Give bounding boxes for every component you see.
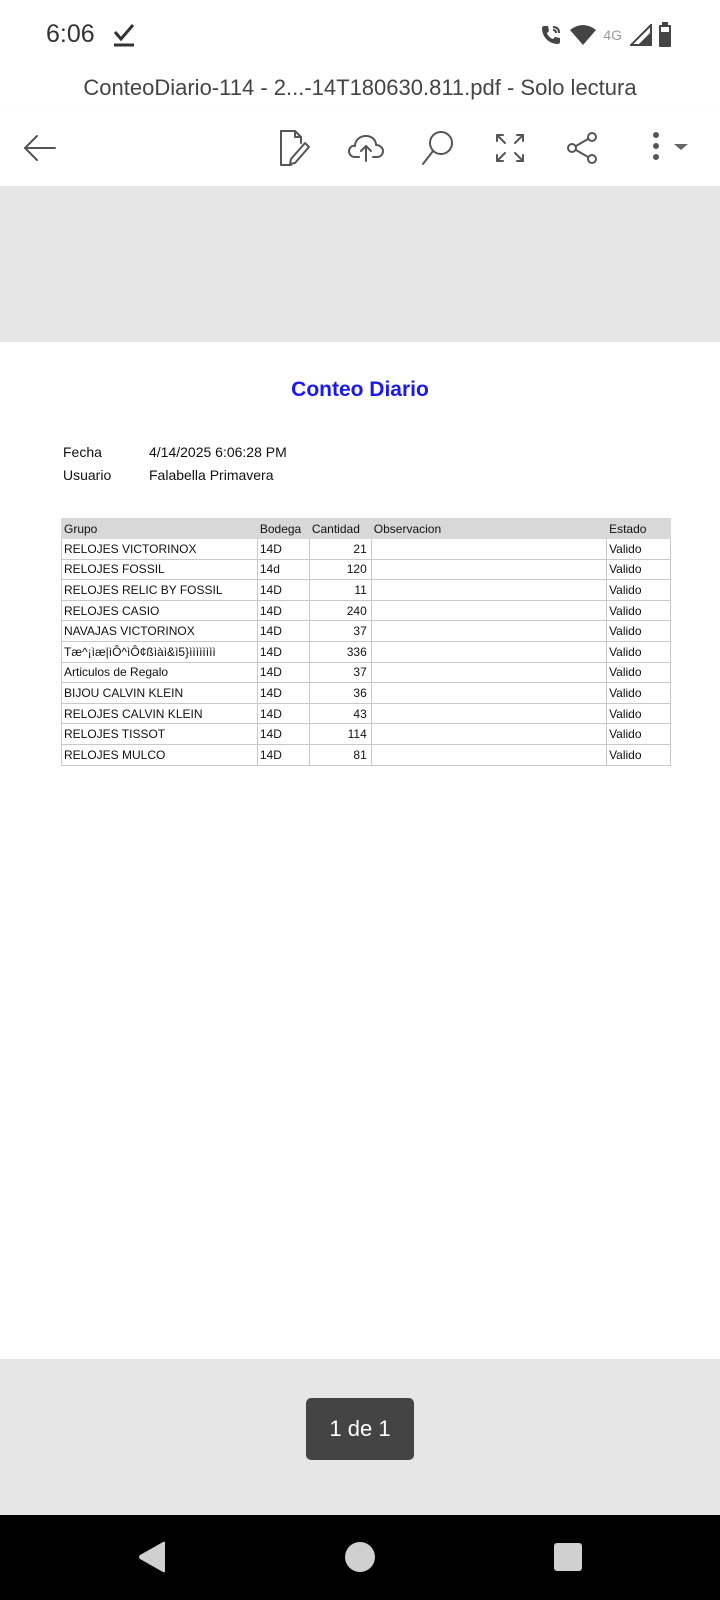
cell-bodega: 14D <box>257 600 309 621</box>
cell-estado: Valido <box>607 580 671 601</box>
table-row <box>62 559 671 580</box>
meta-row-fecha <box>63 444 287 460</box>
cell-observacion <box>371 580 606 601</box>
status-time: 6:06 <box>46 20 95 48</box>
cell-estado: Valido <box>607 683 671 704</box>
cell-bodega: 14D <box>257 641 309 662</box>
cell-cantidad: 336 <box>309 641 371 662</box>
column-header: Cantidad <box>309 519 371 539</box>
cell-estado: Valido <box>607 724 671 745</box>
table-row <box>62 580 671 601</box>
viewer-background-top <box>0 186 720 342</box>
cell-grupo: BIJOU CALVIN KLEIN <box>62 683 258 704</box>
cell-cantidad: 37 <box>309 621 371 642</box>
table-row <box>62 621 671 642</box>
table-row <box>62 724 671 745</box>
fullscreen-button[interactable] <box>488 126 532 170</box>
cell-observacion <box>371 559 606 580</box>
cell-observacion <box>371 621 606 642</box>
meta-row-usuario <box>63 467 274 483</box>
count-table <box>61 518 671 766</box>
back-button[interactable] <box>18 126 62 170</box>
pdf-page[interactable] <box>0 342 720 1359</box>
edit-document-icon <box>277 129 311 167</box>
cell-estado: Valido <box>607 662 671 683</box>
cell-grupo: RELOJES VICTORINOX <box>62 539 258 560</box>
share-button[interactable] <box>560 126 604 170</box>
cell-observacion <box>371 703 606 724</box>
cell-observacion <box>371 683 606 704</box>
back-arrow-icon <box>22 134 58 162</box>
cell-bodega: 14D <box>257 621 309 642</box>
cell-observacion <box>371 641 606 662</box>
cell-observacion <box>371 744 606 765</box>
table-header-row <box>62 519 671 539</box>
cloud-upload-button[interactable] <box>344 126 388 170</box>
cell-estado: Valido <box>607 744 671 765</box>
cell-bodega: 14D <box>257 703 309 724</box>
nav-recents-icon <box>553 1542 583 1572</box>
table-row <box>62 600 671 621</box>
meta-value: Falabella Primavera <box>149 467 274 483</box>
cell-bodega: 14D <box>257 580 309 601</box>
edit-button[interactable] <box>272 126 316 170</box>
column-header: Estado <box>607 519 671 539</box>
table-row <box>62 703 671 724</box>
cell-estado: Valido <box>607 641 671 662</box>
cell-grupo: RELOJES FOSSIL <box>62 559 258 580</box>
cell-grupo: RELOJES CASIO <box>62 600 258 621</box>
cell-cantidad: 21 <box>309 539 371 560</box>
cell-estado: Valido <box>607 703 671 724</box>
cell-bodega: 14D <box>257 724 309 745</box>
cell-observacion <box>371 600 606 621</box>
cell-grupo: RELOJES MULCO <box>62 744 258 765</box>
page-indicator: 1 de 1 <box>306 1398 414 1460</box>
cell-cantidad: 43 <box>309 703 371 724</box>
nav-recents-button[interactable] <box>548 1537 588 1577</box>
document-title-bar <box>0 70 720 110</box>
battery-icon <box>658 22 672 48</box>
fullscreen-icon <box>494 132 526 164</box>
cell-grupo: RELOJES CALVIN KLEIN <box>62 703 258 724</box>
share-icon <box>565 131 599 165</box>
network-type-label: 4G <box>603 27 622 43</box>
cell-cantidad: 81 <box>309 744 371 765</box>
table-row <box>62 744 671 765</box>
wifi-calling-icon <box>539 23 563 47</box>
column-header: Grupo <box>62 519 258 539</box>
meta-label: Usuario <box>63 467 112 483</box>
nav-home-button[interactable] <box>340 1537 380 1577</box>
nav-back-button[interactable] <box>132 1537 172 1577</box>
status-icons <box>539 20 672 50</box>
cell-cantidad: 36 <box>309 683 371 704</box>
cloud-upload-icon <box>347 133 385 163</box>
cell-cantidad: 114 <box>309 724 371 745</box>
table-row <box>62 683 671 704</box>
cell-cantidad: 120 <box>309 559 371 580</box>
nav-back-icon <box>136 1540 168 1574</box>
cell-observacion <box>371 662 606 683</box>
status-bar <box>0 0 720 70</box>
cell-estado: Valido <box>607 600 671 621</box>
toolbar <box>0 110 720 186</box>
navigation-bar <box>0 1515 720 1600</box>
report-heading: Conteo Diario <box>291 378 429 401</box>
cell-grupo: Tæ^¡ìæ|ìÔ^ìÔ¢ßìàì&ì5}ìììììììì <box>62 641 258 662</box>
table-row <box>62 641 671 662</box>
more-options-button[interactable] <box>640 126 700 170</box>
cell-grupo: Articulos de Regalo <box>62 662 258 683</box>
cell-grupo: RELOJES RELIC BY FOSSIL <box>62 580 258 601</box>
cell-estado: Valido <box>607 559 671 580</box>
cell-estado: Valido <box>607 539 671 560</box>
cell-cantidad: 11 <box>309 580 371 601</box>
column-header: Bodega <box>257 519 309 539</box>
cell-bodega: 14D <box>257 683 309 704</box>
cell-observacion <box>371 724 606 745</box>
cell-bodega: 14D <box>257 744 309 765</box>
cell-bodega: 14D <box>257 662 309 683</box>
cell-grupo: NAVAJAS VICTORINOX <box>62 621 258 642</box>
signal-icon <box>630 24 652 46</box>
column-header: Observacion <box>371 519 606 539</box>
nav-home-icon <box>344 1541 376 1573</box>
meta-value: 4/14/2025 6:06:28 PM <box>149 444 287 460</box>
more-options-icon <box>646 131 694 165</box>
cell-observacion <box>371 539 606 560</box>
cell-cantidad: 37 <box>309 662 371 683</box>
cell-bodega: 14d <box>257 559 309 580</box>
cell-estado: Valido <box>607 621 671 642</box>
cell-bodega: 14D <box>257 539 309 560</box>
table-row <box>62 662 671 683</box>
search-icon <box>421 130 455 166</box>
cell-grupo: RELOJES TISSOT <box>62 724 258 745</box>
document-title: ConteoDiario-114 - 2...-14T180630.811.pdf - Solo lectura <box>83 75 637 100</box>
check-icon <box>112 22 136 48</box>
wifi-icon <box>569 23 597 47</box>
table-row <box>62 539 671 560</box>
table-body <box>62 539 671 766</box>
meta-label: Fecha <box>63 444 102 460</box>
search-button[interactable] <box>416 126 460 170</box>
cell-cantidad: 240 <box>309 600 371 621</box>
